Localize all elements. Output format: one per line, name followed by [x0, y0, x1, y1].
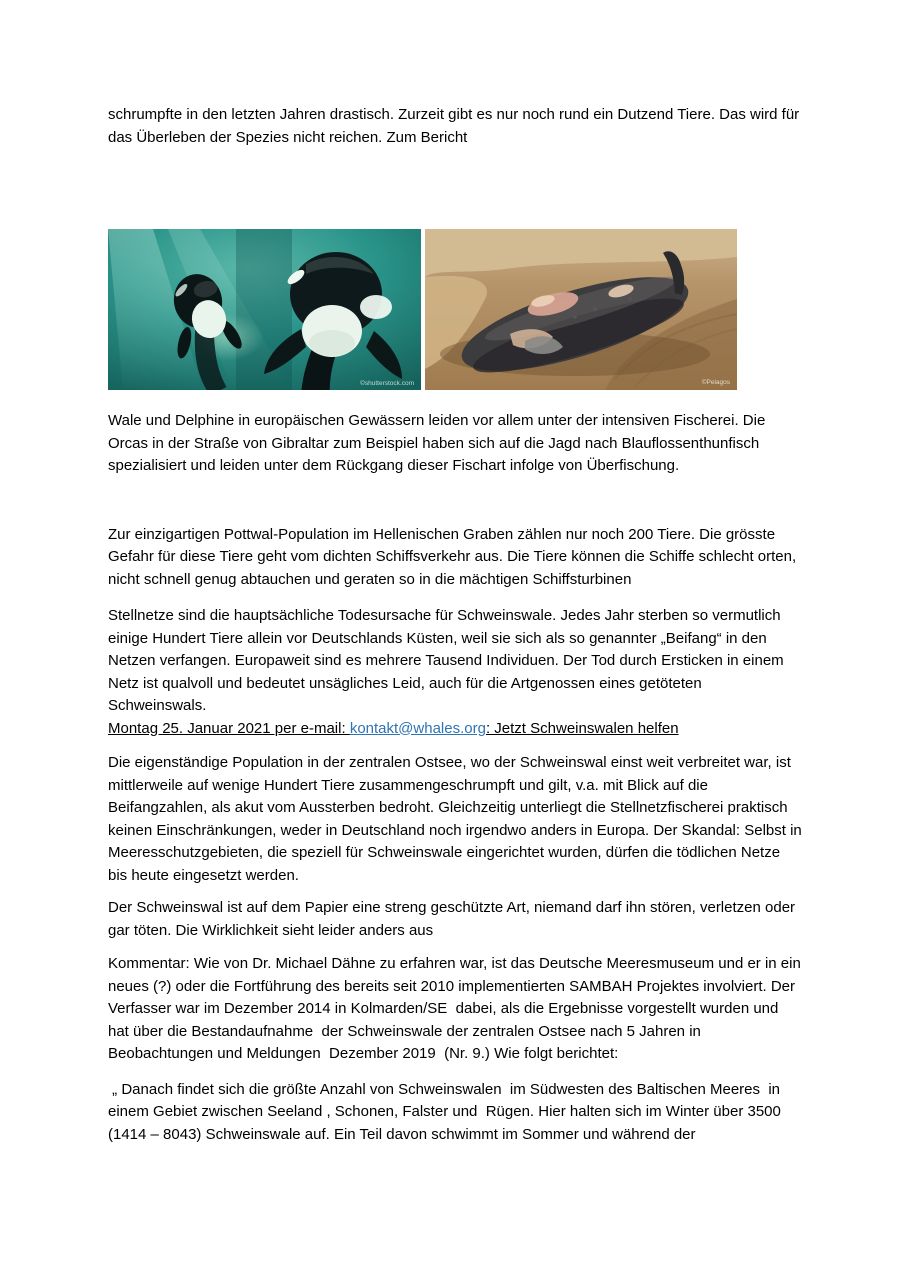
date-email-heading: [108, 718, 803, 741]
photo-row: [108, 229, 803, 390]
paragraph-pottwal: Zur einzigartigen Pottwal-Population im Hellenischen Graben zählen nur noch 200 Tiere. Die grösste Gefahr für diese Tiere geht vom dichten Schiffsverkehr aus. Die Tiere können die Schiffe schlecht orten, nicht schnell genug abtauchen und geraten so in die mächtigen Schiffsturbinen: [108, 525, 801, 588]
paragraph-stellnetze: Stellnetze sind die hauptsächliche Todesursache für Schweinswale. Jedes Jahr sterben so vermutlich einige Hundert Tiere allein vor Deutschlands Küsten, weil sie sich als so genannter „Beifang“ in den Netzen verfangen. Europaweit sind es mehrere Tausend Individuen. Der Tod durch Ersticken in einem Netz ist qualvoll und bedeutet unsägliches Leid, auch für die Artgenossen eines getöteten Schweinswals.: [108, 607, 788, 714]
orcas-underwater-photo: [108, 229, 421, 390]
carcass-photo-watermark: ©Pelagos: [701, 379, 730, 386]
paragraph-ostsee: Die eigenständige Population in der zentralen Ostsee, wo der Schweinswal einst weit verbreitet war, ist mittlerweile auf wenige Hundert Tiere zusammengeschrumpft und gilt, v.a. mit Blick auf die Beifangzahlen, als akut vom Aussterben bedroht. Gleichzeitig unterliegt die Stellnetzfischerei praktisch keinen Einschränkungen, weder in Deutschland noch irgendwo anders in Europa. Der Skandal: Selbst in Meeresschutzgebieten, die speziell für Schweinswale eingerichtet wurden, dürfen die tödlichen Netze bis heute eingesetzt werden.: [108, 754, 806, 884]
paragraph-intro: schrumpfte in den letzten Jahren drastisch. Zurzeit gibt es nur noch rund ein Dutzend Tiere. Das wird für das Überleben der Spezies nicht reichen. Zum Bericht: [108, 106, 804, 146]
paragraph-kommentar: Kommentar: Wie von Dr. Michael Dähne zu erfahren war, ist das Deutsche Meeresmuseum und er in ein neues (?) oder die Fortführung des bereits seit 2010 implementierten SAMBAH Projektes involviert. Der Verfasser war im Dezember 2014 in Kolmarden/SE dabei, als die Ergebnisse vorgestellt wurden und hat über die Bestandaufnahme der Schweinswale der zentralen Ostsee nach 5 Jahren in Beobachtungen und Meldungen Dezember 2019 (Nr. 9.) Wie folgt berichtet:: [108, 955, 805, 1062]
orcas-photo-watermark: ©shutterstock.com: [360, 380, 414, 387]
paragraph-papier: Der Schweinswal ist auf dem Papier eine streng geschützte Art, niemand darf ihn stören, verletzen oder gar töten. Die Wirklichkeit sieht leider anders aus: [108, 899, 800, 939]
document-content: [108, 104, 806, 1146]
stranded-whale-photo: [425, 229, 737, 390]
heading-prefix: Montag 25. Januar 2021 per e-mail:: [108, 719, 350, 737]
heading-suffix: : Jetzt Schweinswalen helfen: [485, 719, 679, 737]
email-link[interactable]: kontakt@whales.org: [349, 719, 486, 737]
paragraph-wale-delphine: Wale und Delphine in europäischen Gewässern leiden vor allem unter der intensiven Fischerei. Die Orcas in der Straße von Gibraltar zum Beispiel haben sich auf die Jagd nach Blauflossenthunfisch spezialisiert und leiden unter dem Rückgang dieser Fischart infolge von Überfischung.: [108, 412, 770, 474]
paragraph-zitat: „ Danach findet sich die größte Anzahl von Schweinswalen im Südwesten des Baltischen Meeres in einem Gebiet zwischen Seeland , Schonen, Falster und Rügen. Hier halten sich im Winter über 3500 (1414 – 8043) Schweinswale auf. Ein Teil davon schwimmt im Sommer und während der: [108, 1080, 786, 1143]
